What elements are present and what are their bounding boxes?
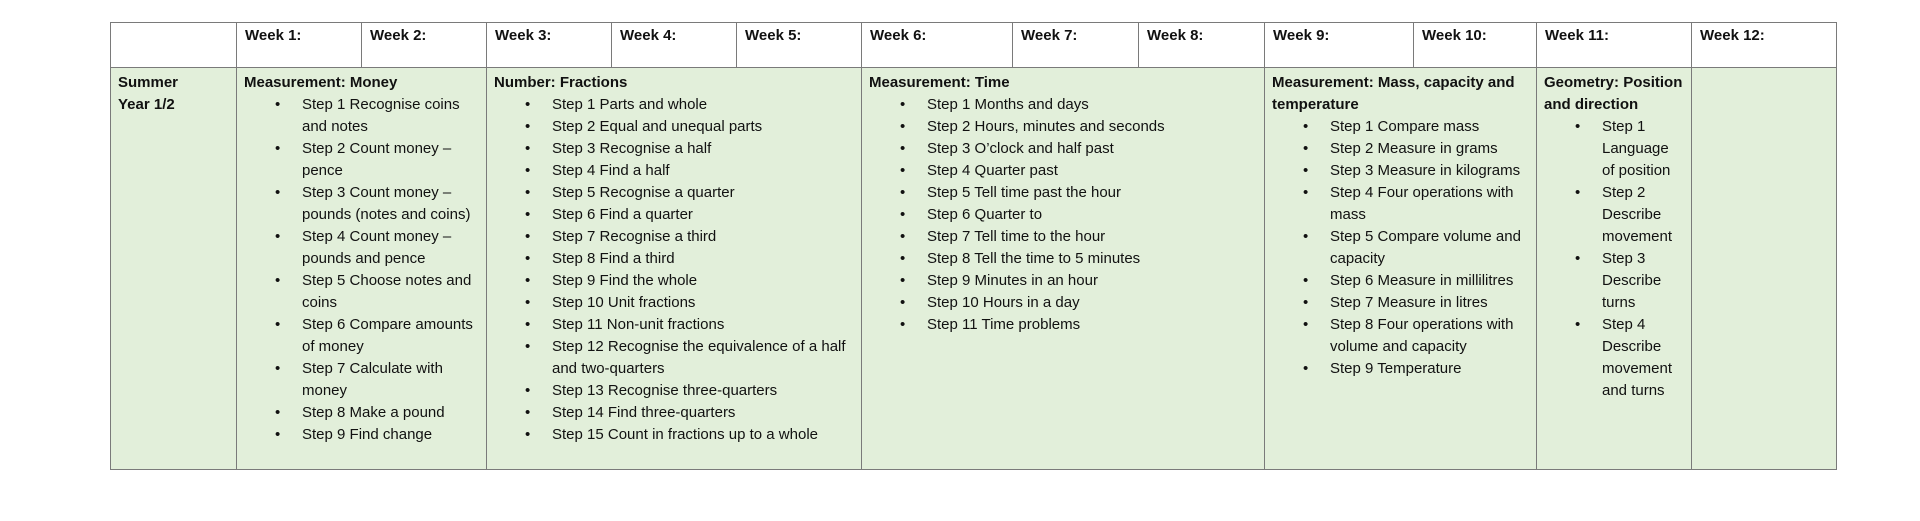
week-9-header: Week 9:: [1265, 23, 1414, 68]
step-item: • Step 2 Count money – pence: [302, 138, 479, 182]
week-6-header: Week 6:: [862, 23, 1013, 68]
week-3-header: Week 3:: [487, 23, 612, 68]
fractions-steps-list: [494, 94, 854, 446]
step-item: • Step 5 Recognise a quarter: [552, 182, 854, 204]
step-item: • Step 1 Months and days: [927, 94, 1257, 116]
step-item: • Step 7 Measure in litres: [1330, 292, 1529, 314]
step-item: • Step 2 Hours, minutes and seconds: [927, 116, 1257, 138]
time-block-title: Measurement: Time: [869, 74, 1010, 91]
money-block: [237, 68, 487, 470]
step-item: • Step 4 Find a half: [552, 160, 854, 182]
week-10-header: Week 10:: [1414, 23, 1537, 68]
mass-steps-list: [1272, 116, 1529, 380]
step-item: • Step 7 Tell time to the hour: [927, 226, 1257, 248]
term-label-cell: [111, 68, 237, 470]
step-item: • Step 1 Language of position: [1602, 116, 1684, 182]
step-item: • Step 2 Measure in grams: [1330, 138, 1529, 160]
step-item: • Step 8 Find a third: [552, 248, 854, 270]
week-7-header: Week 7:: [1013, 23, 1139, 68]
step-item: • Step 6 Compare amounts of money: [302, 314, 479, 358]
fractions-block: [487, 68, 862, 470]
step-item: • Step 8 Four operations with volume and capacity: [1330, 314, 1529, 358]
time-steps-list: [869, 94, 1257, 336]
step-item: • Step 6 Measure in millilitres: [1330, 270, 1529, 292]
step-item: • Step 4 Count money – pounds and pence: [302, 226, 479, 270]
step-item: • Step 4 Quarter past: [927, 160, 1257, 182]
week-12-empty-cell: [1692, 68, 1837, 470]
step-item: • Step 1 Compare mass: [1330, 116, 1529, 138]
step-item: • Step 3 Recognise a half: [552, 138, 854, 160]
step-item: • Step 3 Count money – pounds (notes and coins): [302, 182, 479, 226]
step-item: • Step 9 Find change: [302, 424, 479, 446]
step-item: • Step 11 Non-unit fractions: [552, 314, 854, 336]
step-item: • Step 10 Unit fractions: [552, 292, 854, 314]
week-header-row: [111, 23, 1837, 68]
step-item: • Step 9 Temperature: [1330, 358, 1529, 380]
step-item: • Step 13 Recognise three-quarters: [552, 380, 854, 402]
time-block: [862, 68, 1265, 470]
step-item: • Step 11 Time problems: [927, 314, 1257, 336]
step-item: • Step 9 Minutes in an hour: [927, 270, 1257, 292]
week-5-header: Week 5:: [737, 23, 862, 68]
step-item: • Step 3 Describe turns: [1602, 248, 1684, 314]
step-item: • Step 5 Tell time past the hour: [927, 182, 1257, 204]
geometry-steps-list: [1544, 116, 1684, 402]
money-steps-list: [244, 94, 479, 446]
step-item: • Step 2 Equal and unequal parts: [552, 116, 854, 138]
mass-block-title: Measurement: Mass, capacity and temperature: [1272, 74, 1515, 113]
summer-term-row: [111, 68, 1837, 470]
step-item: • Step 4 Four operations with mass: [1330, 182, 1529, 226]
geometry-block-title: Geometry: Position and direction: [1544, 74, 1683, 113]
step-item: • Step 2 Describe movement: [1602, 182, 1684, 248]
step-item: • Step 8 Tell the time to 5 minutes: [927, 248, 1257, 270]
week-8-header: Week 8:: [1139, 23, 1265, 68]
week-1-header: Week 1:: [237, 23, 362, 68]
money-block-title: Measurement: Money: [244, 74, 398, 91]
week-12-header: Week 12:: [1692, 23, 1837, 68]
term-year-group: Year 1/2: [118, 96, 175, 113]
step-item: • Step 1 Parts and whole: [552, 94, 854, 116]
step-item: • Step 15 Count in fractions up to a whole: [552, 424, 854, 446]
step-item: • Step 10 Hours in a day: [927, 292, 1257, 314]
step-item: • Step 8 Make a pound: [302, 402, 479, 424]
step-item: • Step 6 Find a quarter: [552, 204, 854, 226]
step-item: • Step 5 Compare volume and capacity: [1330, 226, 1529, 270]
step-item: • Step 4 Describe movement and turns: [1602, 314, 1684, 402]
term-season: Summer: [118, 74, 179, 91]
step-item: • Step 12 Recognise the equivalence of a half and two-quarters: [552, 336, 854, 380]
week-4-header: Week 4:: [612, 23, 737, 68]
step-item: • Step 9 Find the whole: [552, 270, 854, 292]
step-item: • Step 1 Recognise coins and notes: [302, 94, 479, 138]
week-2-header: Week 2:: [362, 23, 487, 68]
week-11-header: Week 11:: [1537, 23, 1692, 68]
step-item: • Step 5 Choose notes and coins: [302, 270, 479, 314]
step-item: • Step 7 Calculate with money: [302, 358, 479, 402]
step-item: • Step 7 Recognise a third: [552, 226, 854, 248]
fractions-block-title: Number: Fractions: [494, 74, 628, 91]
header-empty-cell: [111, 23, 237, 68]
geometry-block: [1537, 68, 1692, 470]
curriculum-plan-table: [110, 22, 1837, 470]
step-item: • Step 6 Quarter to: [927, 204, 1257, 226]
step-item: • Step 3 O’clock and half past: [927, 138, 1257, 160]
step-item: • Step 3 Measure in kilograms: [1330, 160, 1529, 182]
mass-capacity-block: [1265, 68, 1537, 470]
step-item: • Step 14 Find three-quarters: [552, 402, 854, 424]
